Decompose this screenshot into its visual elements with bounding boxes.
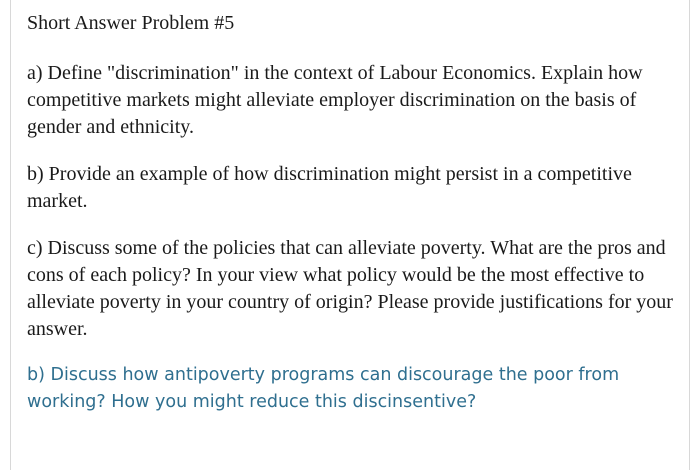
- question-card: [10, 0, 690, 470]
- question-content: [27, 10, 677, 416]
- question-part-a: a) Define "discrimination" in the context of Labour Economics. Explain how competitive markets might alleviate employer discrimination on the basis of gender and ethnicity.: [27, 62, 643, 138]
- follow-up-question: b) Discuss how antipoverty programs can discourage the poor from working? How you might reduce this discinsentive?: [27, 365, 620, 412]
- problem-title: Short Answer Problem #5: [27, 12, 235, 34]
- question-part-c: c) Discuss some of the policies that can alleviate poverty. What are the pros and cons of each policy? In your view what policy would be the most effective to alleviate poverty in your country of origin? Please provide justifications for your answer.: [27, 237, 673, 340]
- question-part-b: b) Provide an example of how discrimination might persist in a competitive market.: [27, 163, 632, 212]
